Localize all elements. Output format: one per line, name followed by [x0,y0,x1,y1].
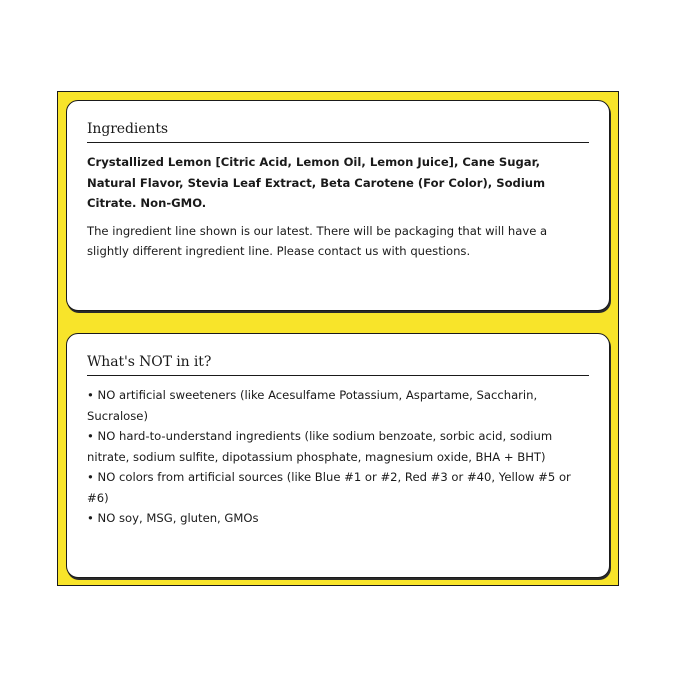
not-in-it-item: • NO hard-to-understand ingredients (like sodium benzoate, sorbic acid, sodium nitrate, sodium sulfite, dipotassium phosphate, magnesium oxide, BHA + BHT) [87,429,553,464]
not-in-it-title: What's NOT in it? [87,354,589,376]
yellow-panel [57,91,619,586]
not-in-it-item: • NO soy, MSG, gluten, GMOs [87,511,259,525]
ingredients-card [66,100,610,311]
ingredients-note: The ingredient line shown is our latest. There will be packaging that will have a slightly different ingredient line. Please contact us with questions. [87,223,548,258]
not-in-it-item: • NO artificial sweeteners (like Acesulfame Potassium, Aspartame, Saccharin, Sucralose) [87,388,538,423]
ingredients-title: Ingredients [87,121,589,143]
not-in-it-item: • NO colors from artificial sources (like Blue #1 or #2, Red #3 or #40, Yellow #5 or #6) [87,470,571,505]
ingredients-list: Crystallized Lemon [Citric Acid, Lemon Oil, Lemon Juice], Cane Sugar, Natural Flavor, Stevia Leaf Extract, Beta Carotene (For Color), Sodium Citrate. Non-GMO. [87,155,546,210]
not-in-it-card [66,333,610,578]
